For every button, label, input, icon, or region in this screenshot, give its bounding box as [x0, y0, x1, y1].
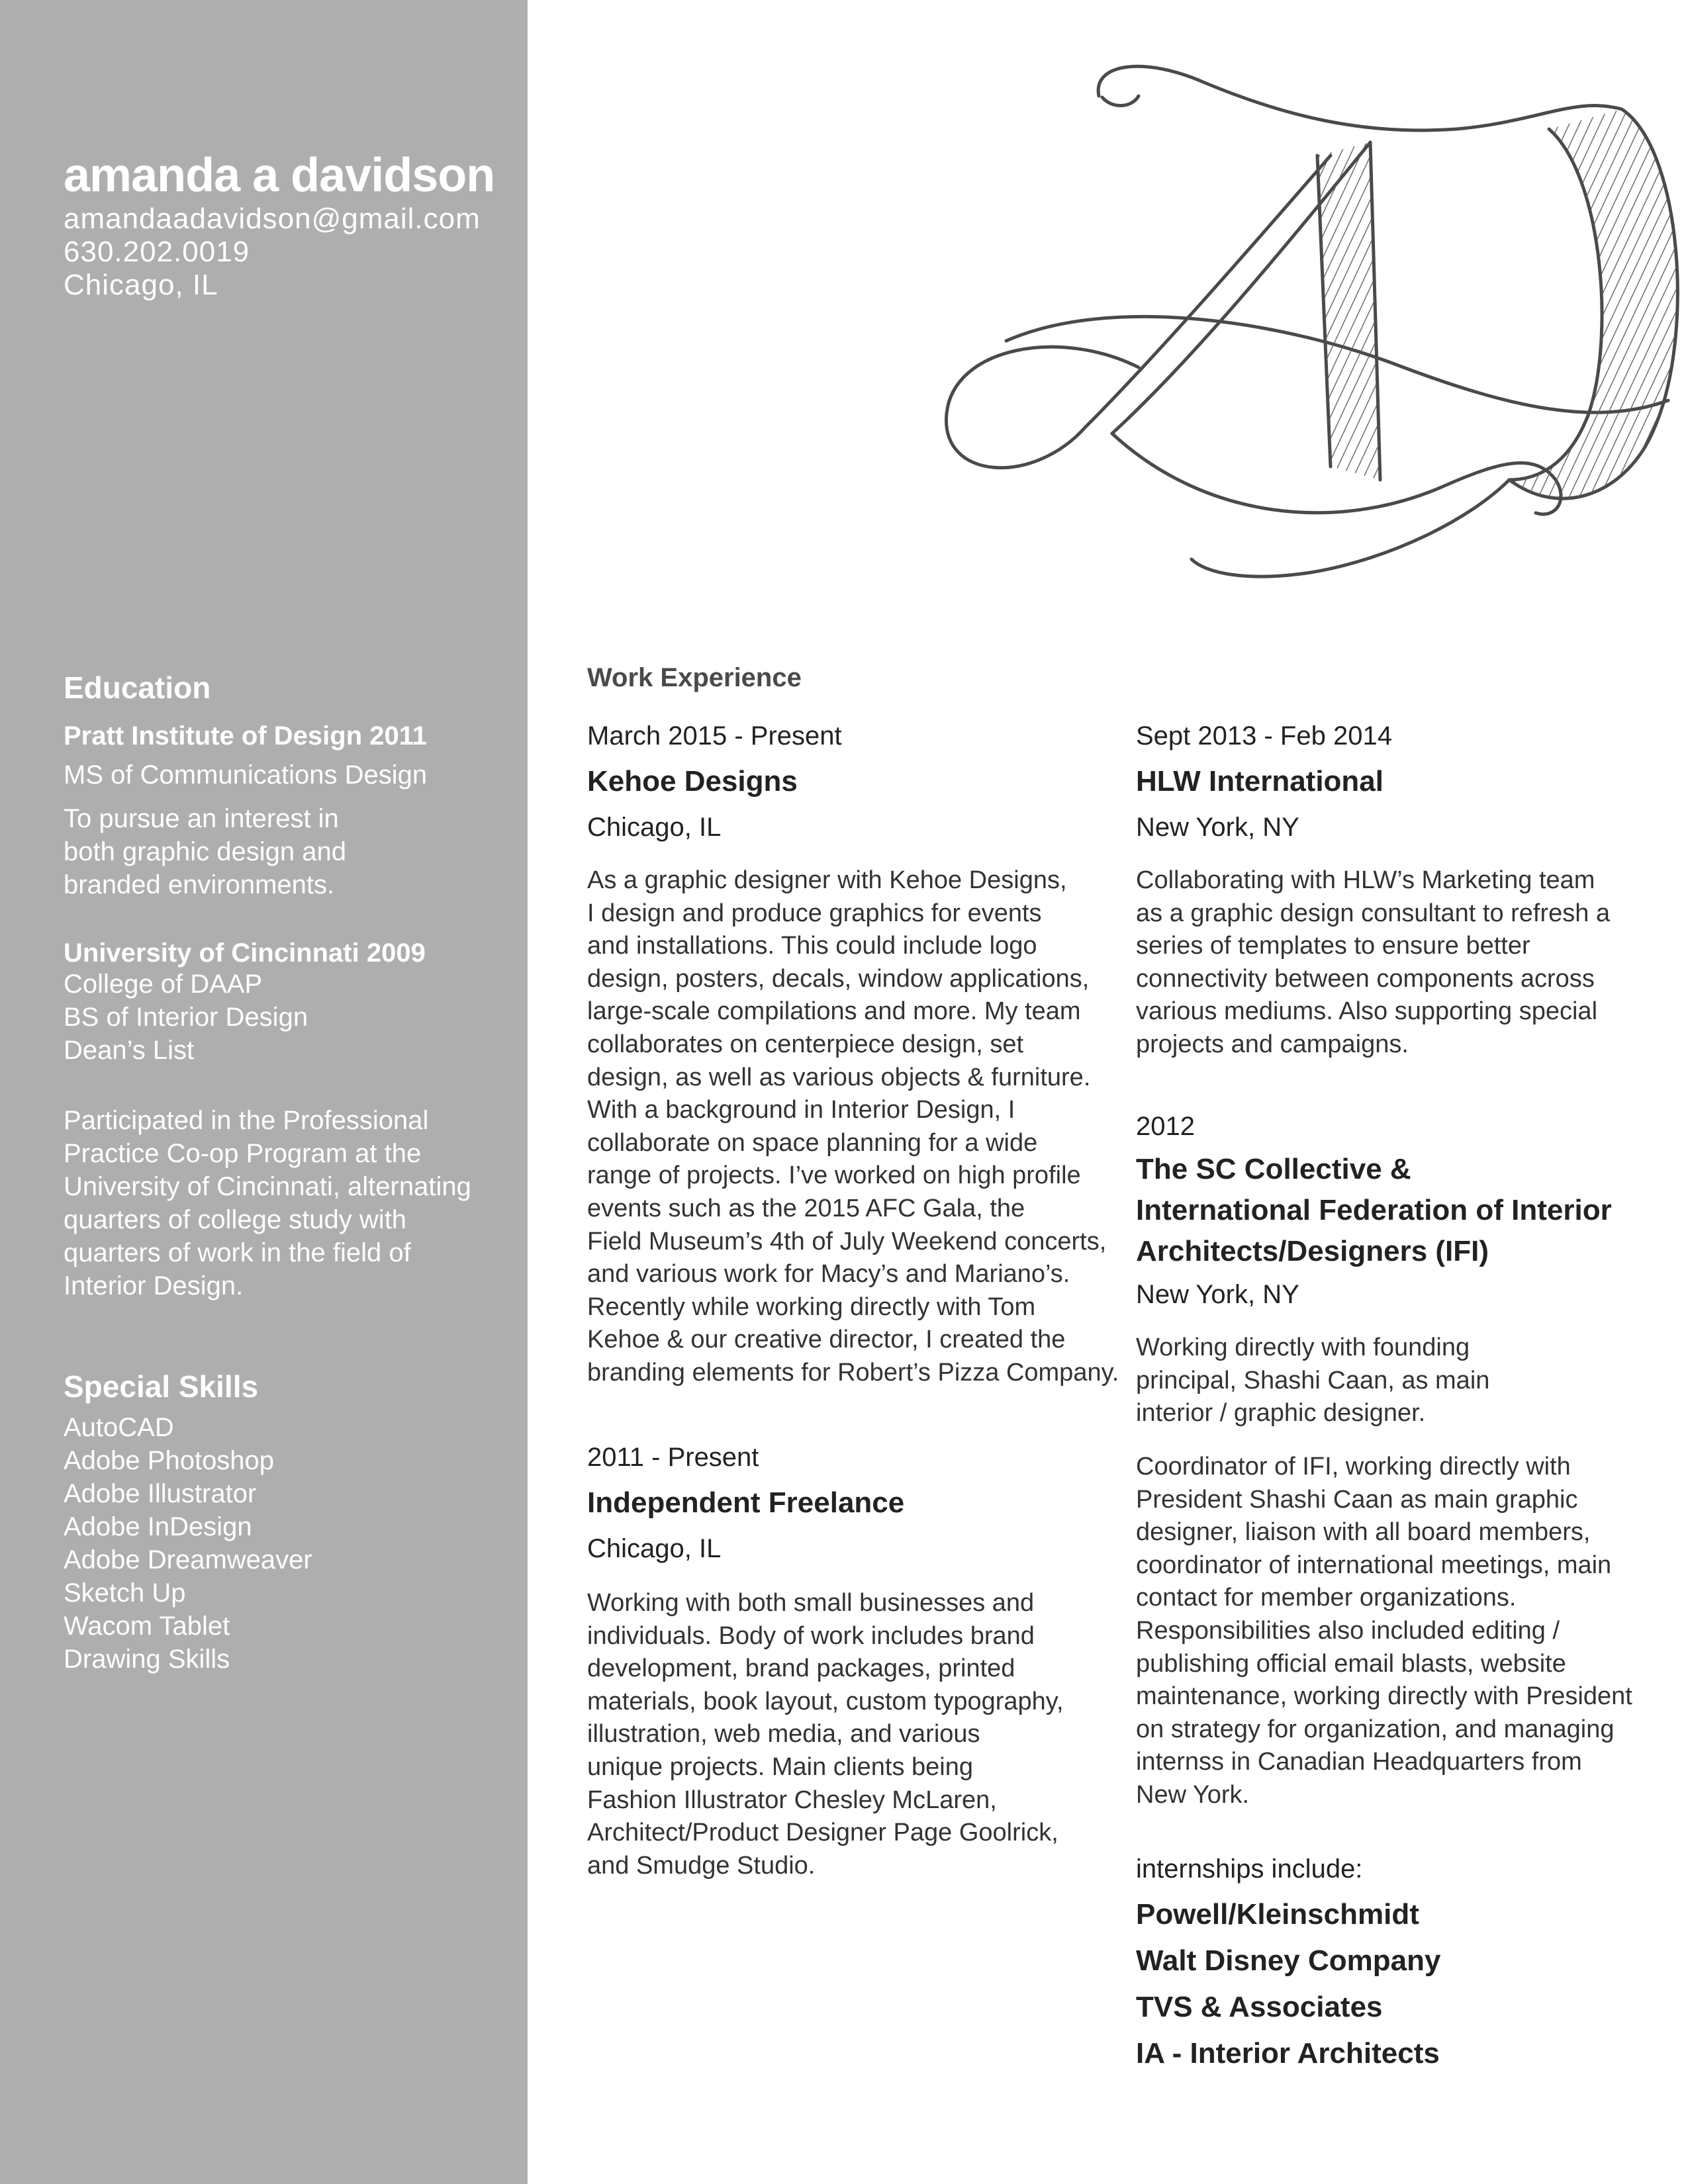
job-date: 2012 — [1136, 1112, 1195, 1141]
job-description-line: series of templates to ensure better — [1136, 932, 1530, 960]
school-degree: MS of Communications Design — [64, 760, 428, 790]
job-description-line: Architect/Product Designer Page Goolrick, — [587, 1819, 1058, 1847]
skill-item: Adobe InDesign — [64, 1512, 252, 1541]
profile-name: amanda a davidson — [64, 149, 495, 202]
school-detail-line: College of DAAP — [64, 970, 263, 999]
job-description-line: unique projects. Main clients being — [587, 1752, 974, 1781]
job-description — [1136, 1451, 1632, 1812]
job-company: HLW International — [1136, 765, 1383, 797]
job-description — [1136, 1332, 1489, 1430]
skill-item: Drawing Skills — [64, 1645, 230, 1674]
job-description-line: Fashion Illustrator Chesley McLaren, — [587, 1786, 997, 1814]
sidebar — [0, 0, 528, 2184]
job-description-line: projects and campaigns. — [1136, 1030, 1409, 1058]
job-description-line: publishing official email blasts, website — [1136, 1649, 1566, 1678]
job-company: Kehoe Designs — [587, 765, 798, 797]
internship-item: Walt Disney Company — [1136, 1944, 1441, 1977]
school-description-line: quarters of college study with — [64, 1205, 407, 1234]
internship-item: TVS & Associates — [1136, 1991, 1383, 2023]
job-date: Sept 2013 - Feb 2014 — [1136, 721, 1392, 751]
job-description-line: illustration, web media, and various — [587, 1720, 980, 1749]
skill-item: AutoCAD — [64, 1413, 174, 1442]
work-experience-heading: Work Experience — [587, 663, 802, 692]
job-description-line: Responsibilities also included editing / — [1136, 1616, 1560, 1645]
job-description-line: With a background in Interior Design, I — [587, 1096, 1015, 1124]
skills-heading: Special Skills — [64, 1369, 259, 1404]
internship-item: IA - Interior Architects — [1136, 2037, 1440, 2070]
skills-list — [64, 1411, 507, 1676]
job-date: March 2015 - Present — [587, 721, 842, 751]
profile-phone: 630.202.0019 — [64, 236, 250, 268]
job-description-line: maintenance, working directly with President — [1136, 1682, 1632, 1711]
school-description — [64, 802, 507, 901]
job-description-line: Working directly with founding — [1136, 1334, 1470, 1361]
job-description-line: large-scale compilations and more. My team — [587, 997, 1081, 1026]
job-company: Independent Freelance — [587, 1486, 905, 1519]
job-description-line: interior / graphic designer. — [1136, 1399, 1426, 1428]
job-description-line: I design and produce graphics for events — [587, 899, 1042, 927]
job-description-line: and installations. This could include logo — [587, 932, 1037, 960]
job-description-line: coordinator of international meetings, main — [1136, 1551, 1612, 1579]
job-location: Chicago, IL — [587, 813, 722, 842]
skill-item: Adobe Photoshop — [64, 1446, 275, 1475]
job-description-line: design, as well as various objects & furniture. — [587, 1063, 1091, 1091]
job-description-line: Kehoe & our creative director, I created the — [587, 1326, 1066, 1354]
job-description-line: events such as the 2015 AFC Gala, the — [587, 1194, 1025, 1222]
job-description-line: As a graphic designer with Kehoe Designs, — [587, 866, 1067, 894]
school-description-line: branded environments. — [64, 870, 335, 899]
skill-item: Adobe Illustrator — [64, 1479, 257, 1508]
internships-label: internships include: — [1136, 1854, 1363, 1884]
job-description-line: connectivity between components across — [1136, 964, 1595, 993]
profile-location: Chicago, IL — [64, 269, 218, 301]
job-description-line: Recently while working directly with Tom — [587, 1293, 1036, 1321]
internship-item: Powell/Kleinschmidt — [1136, 1898, 1419, 1931]
school-description-line: Practice Co-op Program at the — [64, 1139, 422, 1168]
job-description-line: principal, Shashi Caan, as main — [1136, 1366, 1490, 1394]
monogram-illustration — [741, 56, 1681, 586]
school-title: University of Cincinnati 2009 — [64, 938, 426, 968]
job-description-line: collaborate on space planning for a wide — [587, 1128, 1038, 1157]
job-date: 2011 - Present — [587, 1443, 759, 1472]
job-description — [587, 1587, 1064, 1882]
job-description-line: internss in Canadian Headquarters from — [1136, 1748, 1582, 1776]
job-description-line: as a graphic design consultant to refresh a — [1136, 899, 1611, 927]
job-location: Chicago, IL — [587, 1534, 722, 1563]
job-description-line: Collaborating with HLW’s Marketing team — [1136, 866, 1595, 894]
job-description-line: Working with both small businesses and — [587, 1589, 1035, 1617]
skill-item: Adobe Dreamweaver — [64, 1545, 312, 1574]
job-location: New York, NY — [1136, 1280, 1299, 1309]
job-description — [1136, 864, 1610, 1062]
job-description-line: contact for member organizations. — [1136, 1584, 1517, 1612]
job-description-line: President Shashi Caan as main graphic — [1136, 1485, 1578, 1514]
school-detail-line: Dean’s List — [64, 1036, 195, 1065]
job-description-line: Coordinator of IFI, working directly with — [1136, 1453, 1571, 1480]
school-details — [64, 968, 507, 1067]
job-description-line: materials, book layout, custom typography, — [587, 1687, 1064, 1715]
school-description-line: both graphic design and — [64, 837, 346, 866]
job-description-line: on strategy for organization, and managing — [1136, 1715, 1615, 1743]
school-description — [64, 1104, 507, 1302]
skill-item: Sketch Up — [64, 1578, 186, 1608]
job-location: New York, NY — [1136, 813, 1299, 842]
job-description-line: collaborates on centerpiece design, set — [587, 1030, 1024, 1058]
job-description-line: New York. — [1136, 1780, 1250, 1809]
skill-item: Wacom Tablet — [64, 1612, 230, 1641]
school-description-line: quarters of work in the field of — [64, 1238, 411, 1267]
school-description-line: To pursue an interest in — [64, 804, 339, 833]
profile-email[interactable]: amandaadavidson@gmail.com — [64, 203, 481, 235]
job-description-line: design, posters, decals, window applications, — [587, 964, 1090, 993]
school-description-line: University of Cincinnati, alternating — [64, 1172, 471, 1201]
school-title: Pratt Institute of Design 2011 — [64, 721, 428, 751]
job-description-line: and Smudge Studio. — [587, 1851, 816, 1880]
job-description-line: Field Museum’s 4th of July Weekend concerts, — [587, 1227, 1107, 1255]
job-description-line: development, brand packages, printed — [587, 1655, 1015, 1683]
school-description-line: Interior Design. — [64, 1271, 244, 1300]
job-description-line: individuals. Body of work includes brand — [587, 1621, 1035, 1650]
job-company: Architects/Designers (IFI) — [1136, 1235, 1489, 1267]
school-detail-line: BS of Interior Design — [64, 1003, 308, 1032]
job-description-line: various mediums. Also supporting special — [1136, 997, 1598, 1026]
job-description-line: and various work for Macy’s and Mariano’s. — [587, 1260, 1070, 1289]
education-heading: Education — [64, 670, 211, 705]
job-description-line: range of projects. I’ve worked on high profile — [587, 1161, 1081, 1190]
job-description-line: designer, liaison with all board members, — [1136, 1518, 1591, 1547]
job-description — [587, 864, 1119, 1390]
job-description-line: branding elements for Robert’s Pizza Company. — [587, 1358, 1119, 1387]
job-company: The SC Collective & — [1136, 1153, 1411, 1185]
school-description-line: Participated in the Professional — [64, 1106, 429, 1135]
job-company: International Federation of Interior — [1136, 1194, 1612, 1226]
